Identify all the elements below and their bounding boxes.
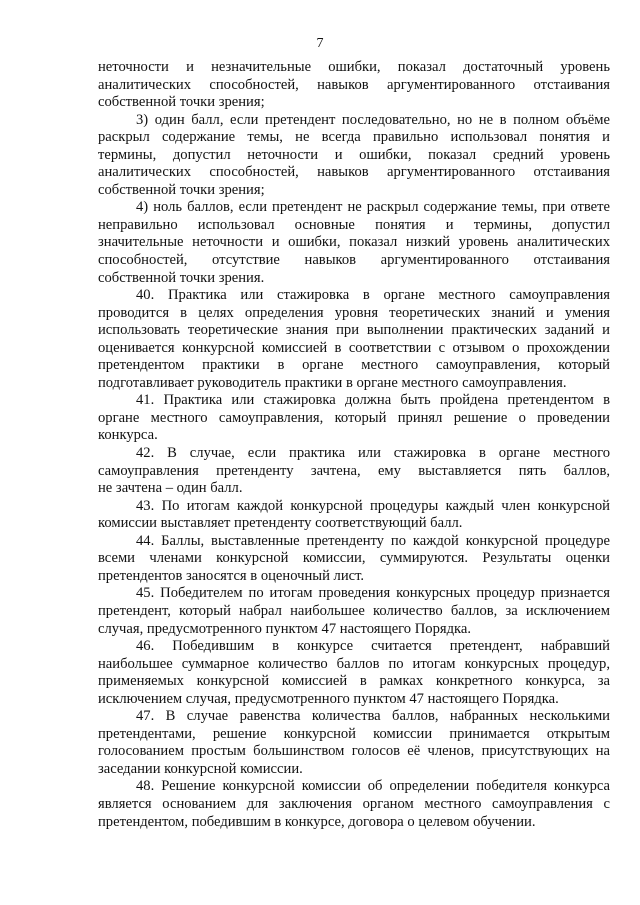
text-line: 47. В случае равенства количества баллов, набранных несколькими (136, 708, 610, 725)
text-line: раскрыл содержание темы, не всегда правильно использовал понятия и (98, 129, 610, 146)
text-line: является основанием для заключения органом местного самоуправления с (98, 795, 610, 812)
text-line: самоуправления претенденту зачтена, ему выставляется пять баллов, (98, 462, 610, 479)
paragraph-48 (98, 778, 610, 831)
text-line: термины, допустил неточности и ошибки, показал средний уровень (98, 146, 610, 163)
paragraph-44 (98, 533, 610, 586)
paragraph-item-4 (98, 199, 610, 287)
paragraph-42 (98, 445, 610, 498)
text-line: не зачтена – один балл. (98, 480, 243, 497)
paragraph-continuation (98, 59, 610, 112)
paragraph-40 (98, 287, 610, 392)
text-line: 43. По итогам каждой конкурсной процедуры каждый член конкурсной (136, 497, 610, 514)
text-line: неточности и незначительные ошибки, показал достаточный уровень (98, 59, 610, 75)
paragraph-43 (98, 498, 610, 533)
paragraph-45 (98, 585, 610, 638)
text-line: 45. Победителем по итогам проведения конкурсных процедур признается (136, 585, 610, 602)
document-body (98, 59, 610, 831)
text-line: 44. Баллы, выставленные претенденту по каждой конкурсной процедуре (136, 532, 610, 549)
text-line: применяемых конкурсной комиссией в рамках конкретного конкурса, за (98, 673, 610, 690)
page-number: 7 (316, 36, 324, 51)
text-line: аналитических способностей, навыков аргументированного отстаивания (98, 164, 610, 181)
text-line: претендентами, решение конкурсной комиссии принимается открытым (98, 725, 610, 742)
text-line: 42. В случае, если практика или стажировка в органе местного (136, 445, 610, 462)
text-line: 46. Победившим в конкурсе считается претендент, набравший (136, 638, 610, 655)
text-line: органе местного самоуправления, который принял решение о проведении (98, 409, 610, 426)
text-line: 3) один балл, если претендент последовательно, но не в полном объёме (136, 111, 610, 128)
text-line: всеми членами конкурсной комиссии, суммируются. Результаты оценки (98, 550, 610, 567)
text-line: проводится в целях определения уровня теоретических знаний и умения (98, 304, 610, 321)
paragraph-46 (98, 638, 610, 708)
text-line: голосованием простым большинством голосов её членов, присутствующих на (98, 743, 610, 760)
text-line: собственной точки зрения; (98, 181, 265, 198)
paragraph-41 (98, 392, 610, 445)
text-line: претендентов заносятся в оценочный лист. (98, 567, 365, 584)
text-line: использовать теоретические знания при выполнении практических заданий и (98, 322, 610, 339)
text-line: 40. Практика или стажировка в органе местного самоуправления (136, 287, 610, 304)
text-line: собственной точки зрения. (98, 269, 265, 286)
text-line: 48. Решение конкурсной комиссии об определении победителя конкурса (136, 778, 610, 795)
text-line: претендентом практики в органе местного самоуправления, который (98, 357, 610, 374)
text-line: случая, предусмотренного пунктом 47 настоящего Порядка. (98, 620, 472, 637)
text-line: оценивается конкурсной комиссией в соответствии с отзывом о прохождении (98, 339, 610, 356)
text-line: претендент, который набрал наибольшее количество баллов, за исключением (98, 602, 610, 619)
text-line: наибольшее суммарное количество баллов по итогам конкурсных процедур, (98, 655, 610, 672)
text-line: заседании конкурсной комиссии. (98, 760, 303, 777)
text-line: способностей, отсутствие навыков аргументированного отстаивания (98, 252, 610, 269)
text-line: 4) ноль баллов, если претендент не раскрыл содержание темы, при ответе (136, 199, 610, 216)
text-line: комиссии выставляет претенденту соответствующий балл. (98, 515, 463, 532)
text-line: собственной точки зрения; (98, 94, 265, 111)
text-line: аналитических способностей, навыков аргументированного отстаивания (98, 76, 610, 93)
text-line: подготавливает руководитель практики в органе местного самоуправления. (98, 374, 567, 391)
text-line: исключением случая, предусмотренного пунктом 47 настоящего Порядка. (98, 690, 559, 707)
paragraph-47 (98, 708, 610, 778)
text-line: конкурса. (98, 427, 158, 444)
paragraph-item-3 (98, 112, 610, 200)
text-line: значительные неточности и ошибки, показал низкий уровень аналитических (98, 234, 610, 251)
text-line: неправильно использовал основные понятия и термины, допустил (98, 216, 610, 233)
text-line: претендентом, победившим в конкурсе, договора о целевом обучении. (98, 813, 536, 830)
text-line: 41. Практика или стажировка должна быть пройдена претендентом в (136, 392, 610, 409)
